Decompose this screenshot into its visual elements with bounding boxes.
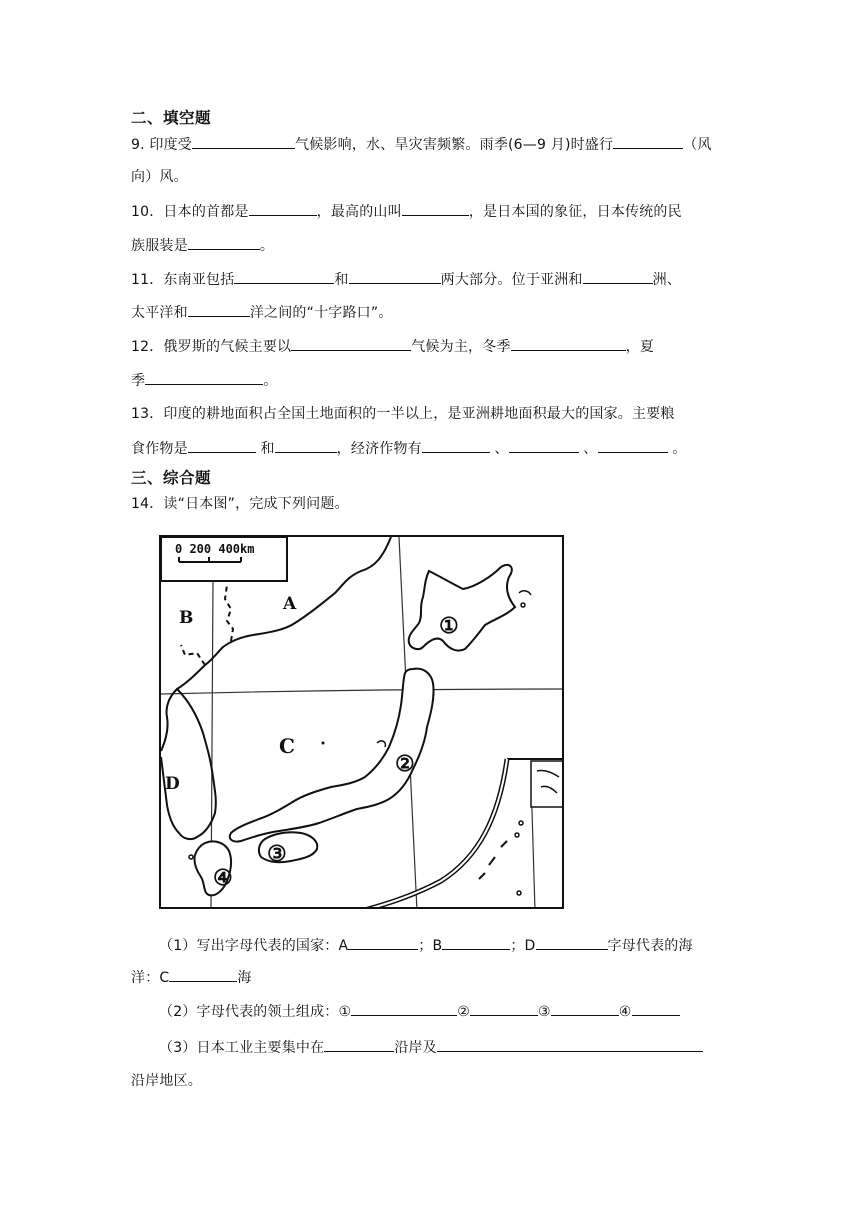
p1-text: 字母代表的海 bbox=[607, 938, 693, 954]
q10-text: 。 bbox=[259, 238, 275, 254]
korea-coastline bbox=[161, 689, 216, 839]
q13-text: 、 bbox=[489, 441, 509, 457]
map-scale-text: 0 200 400km bbox=[175, 542, 255, 556]
question-14-part-2 bbox=[159, 1001, 680, 1022]
map-label-1: ① bbox=[439, 613, 459, 639]
q11-text: 太平洋和 bbox=[131, 305, 188, 321]
q13-text: 。 bbox=[667, 441, 687, 457]
p2-text: ③ bbox=[538, 1004, 551, 1020]
latitude-line bbox=[161, 689, 564, 694]
question-10-line-2 bbox=[131, 235, 274, 256]
q11-text: 两大部分。位于亚洲和 bbox=[440, 272, 583, 288]
p1-blank-c[interactable] bbox=[169, 967, 237, 982]
question-14-part-3-line-1 bbox=[159, 1037, 703, 1058]
question-9-line-2: 向）风。 bbox=[131, 169, 188, 185]
hokkaido-island bbox=[409, 565, 515, 651]
q12-text: 。 bbox=[263, 373, 278, 389]
q9-blank-1[interactable] bbox=[192, 134, 295, 149]
p1-blank-b[interactable] bbox=[442, 935, 510, 950]
map-label-c: C bbox=[279, 734, 295, 758]
q12-blank-3[interactable] bbox=[145, 370, 263, 385]
q10-text: ，最高的山叫 bbox=[316, 204, 402, 220]
p2-blank-1[interactable] bbox=[351, 1001, 457, 1016]
section-title-fill-in: 二、填空题 bbox=[131, 109, 212, 127]
p2-blank-3[interactable] bbox=[551, 1001, 619, 1016]
p2-text: （2）字母代表的领土组成：① bbox=[159, 1004, 352, 1020]
p3-text: （3）日本工业主要集中在 bbox=[159, 1040, 325, 1056]
q13-blank-1[interactable] bbox=[188, 438, 256, 453]
japan-map bbox=[159, 535, 564, 909]
q10-text: 族服装是 bbox=[131, 238, 188, 254]
question-14-part-1-line-1 bbox=[159, 935, 693, 956]
p1-text: （1）写出字母代表的国家：A bbox=[159, 938, 349, 954]
p1-blank-a[interactable] bbox=[348, 935, 418, 950]
q13-text: 、 bbox=[578, 441, 598, 457]
map-label-a: A bbox=[283, 594, 297, 614]
q11-text: 11．东南亚包括 bbox=[131, 272, 235, 288]
q13-text: 和 bbox=[255, 441, 275, 457]
p2-text: ④ bbox=[618, 1004, 632, 1020]
question-14-prompt: 14．读“日本图”，完成下列问题。 bbox=[131, 496, 349, 512]
q10-blank-1[interactable] bbox=[249, 201, 317, 216]
question-12-line-2 bbox=[131, 370, 277, 391]
question-11-line-1 bbox=[131, 269, 681, 290]
p3-text: 沿岸及 bbox=[394, 1040, 437, 1056]
question-11-line-2 bbox=[131, 302, 393, 323]
q13-text: 食作物是 bbox=[131, 441, 188, 457]
q11-text: 洲、 bbox=[652, 272, 682, 288]
p1-text: 海 bbox=[237, 970, 252, 986]
q11-blank-4[interactable] bbox=[188, 302, 250, 317]
p3-blank-1[interactable] bbox=[324, 1037, 394, 1052]
q13-blank-3[interactable] bbox=[422, 438, 490, 453]
question-14-part-1-line-2 bbox=[131, 967, 252, 988]
q11-blank-1[interactable] bbox=[234, 269, 334, 284]
q13-text: ，经济作物有 bbox=[336, 441, 422, 457]
q10-text: ，是日本国的象征，日本传统的民 bbox=[468, 204, 682, 220]
q13-blank-5[interactable] bbox=[598, 438, 668, 453]
q9-blank-2[interactable] bbox=[613, 134, 683, 149]
q12-blank-2[interactable] bbox=[511, 336, 626, 351]
q12-blank-1[interactable] bbox=[291, 336, 411, 351]
p1-text: ；B bbox=[418, 938, 443, 954]
p2-blank-2[interactable] bbox=[470, 1001, 538, 1016]
q10-blank-2[interactable] bbox=[402, 201, 469, 216]
p3-blank-2[interactable] bbox=[437, 1037, 703, 1052]
q12-text: 季 bbox=[131, 373, 146, 389]
q9-text: （风 bbox=[683, 137, 712, 153]
q11-text: 和 bbox=[334, 272, 349, 288]
q13-blank-4[interactable] bbox=[509, 438, 579, 453]
q12-text: 12．俄罗斯的气候主要以 bbox=[131, 339, 292, 355]
p2-text: ② bbox=[457, 1004, 471, 1020]
q13-blank-2[interactable] bbox=[275, 438, 337, 453]
question-10-line-1 bbox=[131, 201, 682, 222]
question-13-line-2 bbox=[131, 438, 686, 459]
p1-text: 洋：C bbox=[131, 970, 170, 986]
map-label-3: ③ bbox=[267, 841, 287, 867]
section-title-comprehensive: 三、综合题 bbox=[131, 469, 212, 487]
question-14-part-3-line-2: 沿岸地区。 bbox=[131, 1073, 202, 1089]
p2-blank-4[interactable] bbox=[632, 1001, 680, 1016]
q11-text: 洋之间的“十字路口”。 bbox=[249, 305, 393, 321]
map-label-d: D bbox=[165, 774, 180, 794]
q10-blank-3[interactable] bbox=[188, 235, 260, 250]
q12-text: 气候为主，冬季 bbox=[411, 339, 511, 355]
question-9-line-1 bbox=[131, 134, 712, 155]
japan-map-drawing bbox=[161, 537, 564, 909]
p1-text: ；D bbox=[510, 938, 536, 954]
q11-blank-2[interactable] bbox=[349, 269, 441, 284]
q9-text: 9. 印度受 bbox=[131, 137, 193, 153]
question-12-line-1 bbox=[131, 336, 654, 357]
inset-box bbox=[531, 761, 564, 807]
map-label-4: ④ bbox=[213, 865, 233, 891]
q10-text: 10．日本的首都是 bbox=[131, 204, 249, 220]
p1-blank-d[interactable] bbox=[536, 935, 608, 950]
q12-text: ，夏 bbox=[625, 339, 655, 355]
q9-text: 气候影响，水、旱灾害频繁。雨季(6—9 月)时盛行 bbox=[295, 137, 614, 153]
map-label-2: ② bbox=[395, 751, 415, 777]
q11-blank-3[interactable] bbox=[583, 269, 653, 284]
border-line bbox=[225, 585, 233, 641]
map-label-b: B bbox=[179, 608, 194, 628]
question-13-line-1: 13．印度的耕地面积占全国土地面积的一半以上，是亚洲耕地面积最大的国家。主要粮 bbox=[131, 406, 675, 422]
